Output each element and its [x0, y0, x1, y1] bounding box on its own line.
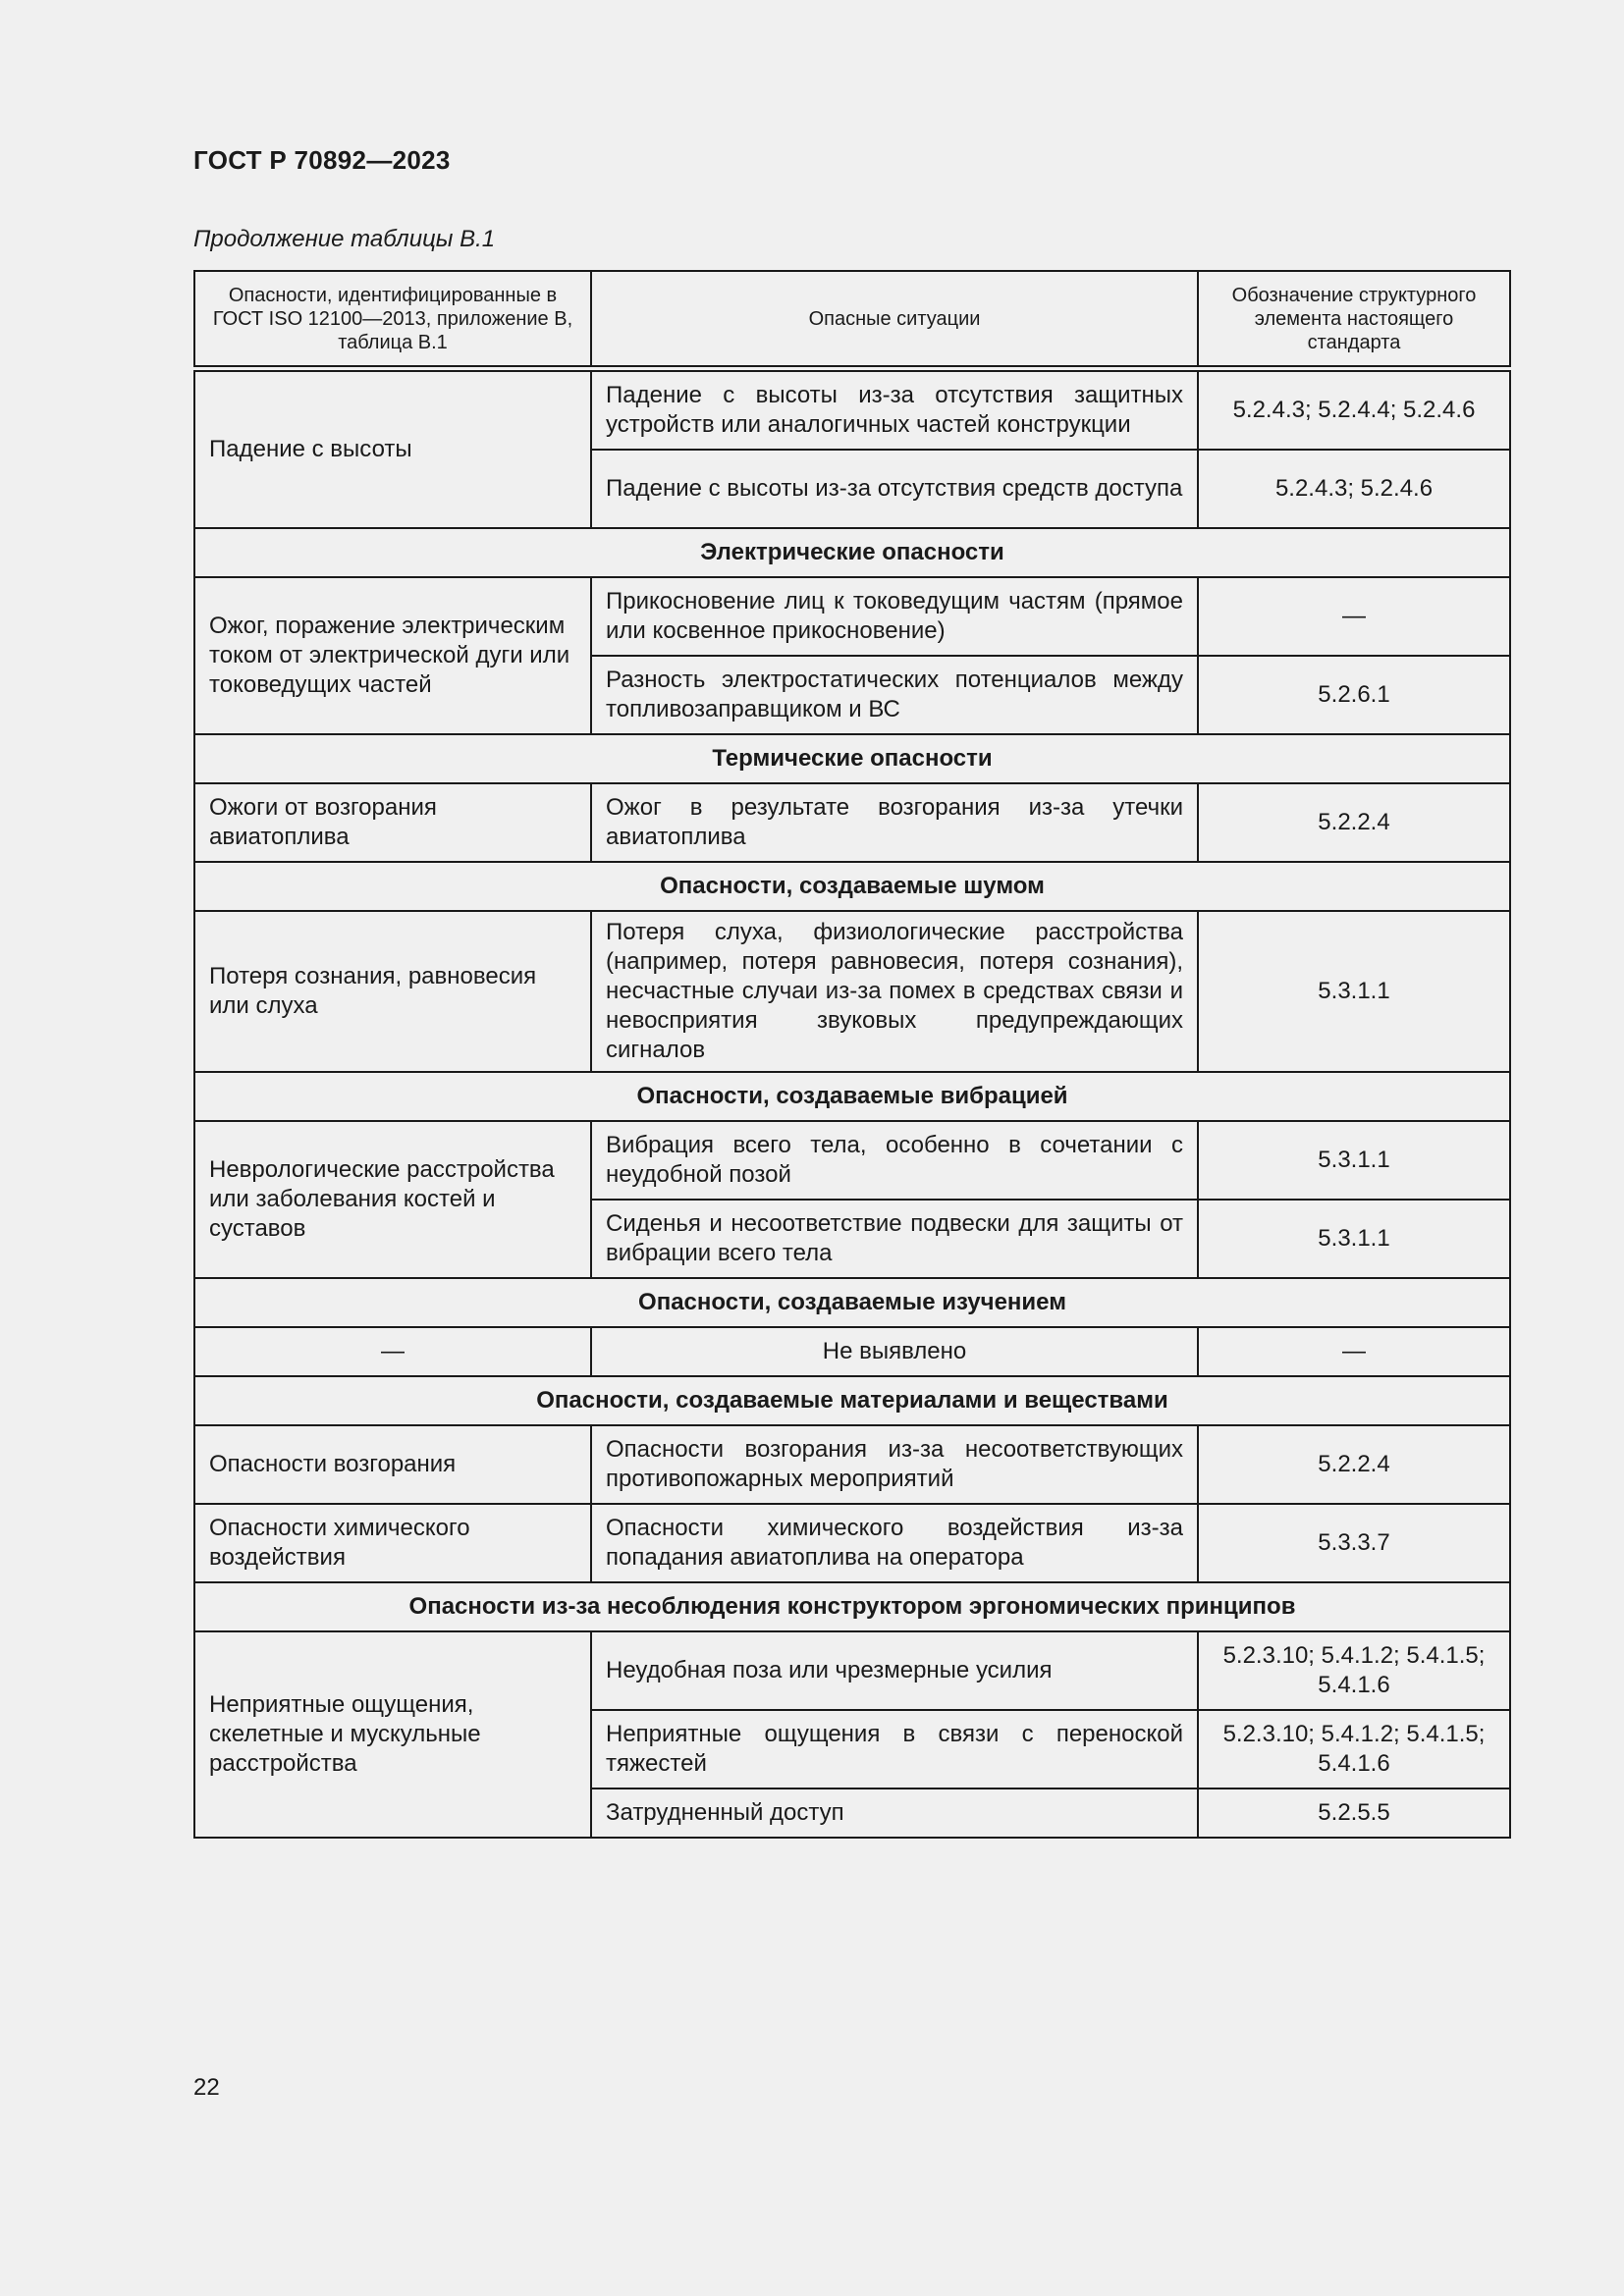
situation-cell: Падение с высоты из-за отсутствия средств доступа [591, 450, 1198, 528]
table-row [194, 911, 1510, 1072]
situation-cell: Прикосновение лиц к токоведущим частям (прямое или косвенное прикосновение) [591, 577, 1198, 656]
reference-cell: 5.2.4.3; 5.2.4.4; 5.2.4.6 [1198, 369, 1510, 451]
column-header-situations: Опасные ситуации [591, 271, 1198, 369]
table-row [194, 1121, 1510, 1200]
table-row [194, 1504, 1510, 1582]
situation-cell: Опасности возгорания из-за несоответствующих противопожарных мероприятий [591, 1425, 1198, 1504]
section-title: Опасности, создаваемые изучением [194, 1278, 1510, 1327]
section-row [194, 862, 1510, 911]
section-row [194, 1376, 1510, 1425]
reference-cell: 5.2.4.3; 5.2.4.6 [1198, 450, 1510, 528]
column-header-reference: Обозначение структурного элемента настоящего стандарта [1198, 271, 1510, 369]
section-row [194, 1582, 1510, 1631]
hazard-cell: Ожоги от возгорания авиатоплива [194, 783, 591, 862]
hazard-cell: — [194, 1327, 591, 1376]
situation-cell: Опасности химического воздействия из-за попадания авиатоплива на оператора [591, 1504, 1198, 1582]
hazard-cell: Ожог, поражение электрическим током от электрической дуги или токоведущих частей [194, 577, 591, 734]
situation-cell: Потеря слуха, физиологические расстройства (например, потеря равновесия, потеря сознания), несчастные случаи из-за помех в средствах связи и невосприятия звуковых предупреждающих сигналов [591, 911, 1198, 1072]
section-title: Опасности, создаваемые материалами и веществами [194, 1376, 1510, 1425]
hazard-cell: Опасности химического воздействия [194, 1504, 591, 1582]
section-row [194, 734, 1510, 783]
reference-cell: 5.3.3.7 [1198, 1504, 1510, 1582]
column-header-hazards: Опасности, идентифицированные в ГОСТ ISO 12100—2013, приложение В, таблица В.1 [194, 271, 591, 369]
page-number: 22 [193, 2074, 220, 2101]
reference-cell: 5.3.1.1 [1198, 1200, 1510, 1278]
situation-cell: Неприятные ощущения в связи с переноской тяжестей [591, 1710, 1198, 1789]
reference-cell: 5.3.1.1 [1198, 911, 1510, 1072]
table-caption: Продолжение таблицы В.1 [193, 226, 496, 252]
table-row [194, 1631, 1510, 1710]
table-row [194, 369, 1510, 451]
hazard-cell: Потеря сознания, равновесия или слуха [194, 911, 591, 1072]
reference-cell: — [1198, 1327, 1510, 1376]
situation-cell: Неудобная поза или чрезмерные усилия [591, 1631, 1198, 1710]
reference-cell: 5.2.5.5 [1198, 1789, 1510, 1838]
section-title: Электрические опасности [194, 528, 1510, 577]
section-title: Опасности, создаваемые вибрацией [194, 1072, 1510, 1121]
reference-cell: 5.2.6.1 [1198, 656, 1510, 734]
section-row [194, 1072, 1510, 1121]
section-title: Термические опасности [194, 734, 1510, 783]
situation-cell: Затрудненный доступ [591, 1789, 1198, 1838]
situation-cell: Разность электростатических потенциалов между топливозаправщиком и ВС [591, 656, 1198, 734]
reference-cell: 5.2.3.10; 5.4.1.2; 5.4.1.5; 5.4.1.6 [1198, 1631, 1510, 1710]
situation-cell: Не выявлено [591, 1327, 1198, 1376]
hazard-cell: Падение с высоты [194, 369, 591, 529]
section-row [194, 528, 1510, 577]
reference-cell: 5.2.2.4 [1198, 1425, 1510, 1504]
table-row [194, 1425, 1510, 1504]
hazards-table [193, 270, 1511, 1839]
hazard-cell: Опасности возгорания [194, 1425, 591, 1504]
section-row [194, 1278, 1510, 1327]
reference-cell: — [1198, 577, 1510, 656]
situation-cell: Сиденья и несоответствие подвески для защиты от вибрации всего тела [591, 1200, 1198, 1278]
table-row [194, 1327, 1510, 1376]
table-header-row [194, 271, 1510, 369]
hazard-cell: Неврологические расстройства или заболевания костей и суставов [194, 1121, 591, 1278]
situation-cell: Падение с высоты из-за отсутствия защитных устройств или аналогичных частей конструкции [591, 369, 1198, 451]
reference-cell: 5.3.1.1 [1198, 1121, 1510, 1200]
table-row [194, 783, 1510, 862]
section-title: Опасности, создаваемые шумом [194, 862, 1510, 911]
table-row [194, 577, 1510, 656]
hazard-cell: Неприятные ощущения, скелетные и мускульные расстройства [194, 1631, 591, 1838]
section-title: Опасности из-за несоблюдения конструктором эргономических принципов [194, 1582, 1510, 1631]
reference-cell: 5.2.3.10; 5.4.1.2; 5.4.1.5; 5.4.1.6 [1198, 1710, 1510, 1789]
document-code: ГОСТ Р 70892—2023 [193, 145, 451, 175]
situation-cell: Ожог в результате возгорания из-за утечки авиатоплива [591, 783, 1198, 862]
situation-cell: Вибрация всего тела, особенно в сочетании с неудобной позой [591, 1121, 1198, 1200]
reference-cell: 5.2.2.4 [1198, 783, 1510, 862]
